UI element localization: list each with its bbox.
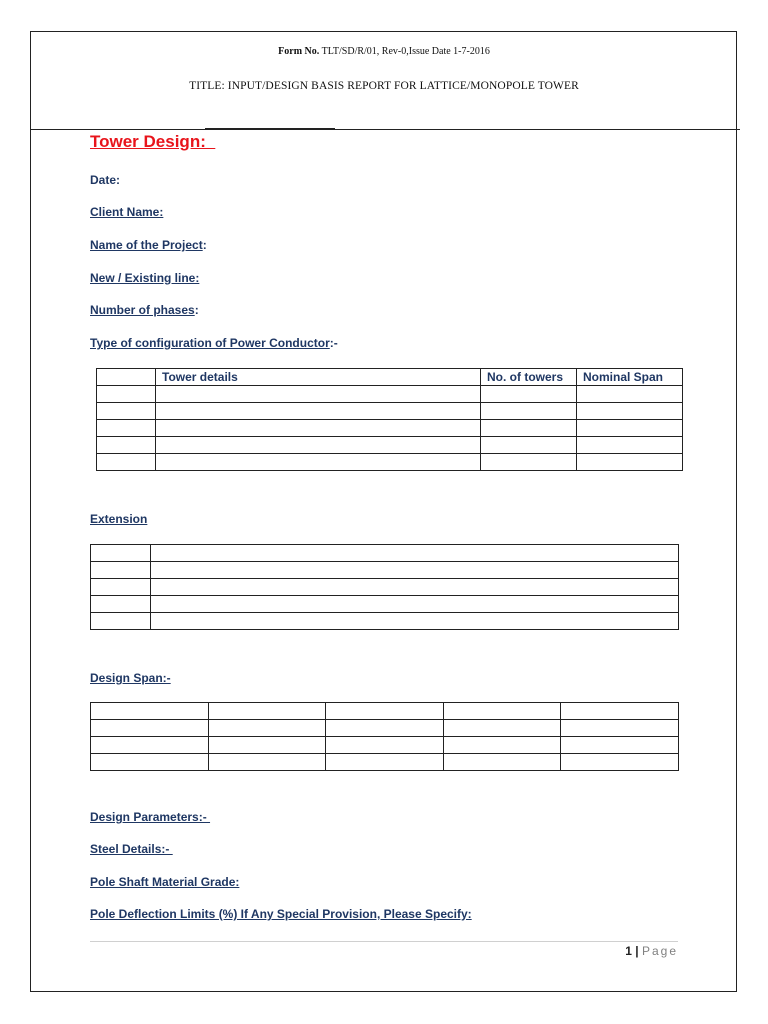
table-cell[interactable] [481,437,577,454]
table-cell[interactable] [91,579,151,596]
table-row [91,613,679,630]
table-cell[interactable] [156,403,481,420]
table-cell[interactable] [561,754,679,771]
conductor-config-suffix: :- [329,336,338,350]
table-header-cell: Tower details [156,369,481,386]
table-row [91,754,679,771]
steel-details-text: Steel Details:- [90,842,173,856]
phases-colon: : [194,303,199,317]
table-header-cell: No. of towers [481,369,577,386]
table-row [91,737,679,754]
table-cell[interactable] [91,613,151,630]
table-cell[interactable] [209,754,326,771]
table-cell[interactable] [156,420,481,437]
page-footer [625,944,678,958]
table-row [91,720,679,737]
form-number-value: TLT/SD/R/01, Rev-0,Issue Date 1-7-2016 [319,46,490,57]
table-cell[interactable] [326,703,444,720]
table-cell[interactable] [97,403,156,420]
table-cell[interactable] [577,437,683,454]
table-cell[interactable] [481,403,577,420]
table-cell[interactable] [151,545,679,562]
table-cell[interactable] [444,703,561,720]
design-parameters-text: Design Parameters:- [90,810,211,824]
table-cell[interactable] [91,562,151,579]
table-cell[interactable] [561,737,679,754]
form-number-label: Form No. [278,46,320,57]
table-header-row [97,369,683,386]
table-row [97,403,683,420]
table-cell[interactable] [97,437,156,454]
table-row [91,562,679,579]
pole-shaft-label [90,875,239,889]
table-cell[interactable] [209,737,326,754]
page-separator: | [631,944,642,958]
project-name-colon: : [202,238,207,252]
table-cell[interactable] [91,737,209,754]
design-span-label [90,671,171,685]
document-title: TITLE: INPUT/DESIGN BASIS REPORT FOR LATTICE/MONOPOLE TOWER [189,80,579,92]
conductor-config-label [90,336,338,350]
table-cell[interactable] [156,454,481,471]
design-span-text: Design Span:- [90,671,171,685]
table-header-cell [97,369,156,386]
table-cell[interactable] [444,737,561,754]
table-cell[interactable] [91,545,151,562]
table-cell[interactable] [444,720,561,737]
extension-text: Extension [90,512,148,526]
phases-label [90,303,199,317]
page-label: Page [641,944,678,958]
table-cell[interactable] [444,754,561,771]
table-header-cell: Nominal Span [577,369,683,386]
table-cell[interactable] [156,386,481,403]
section-title: Tower Design: [90,132,216,151]
phases-text: Number of phases [90,303,195,317]
footer-divider [90,941,678,942]
table-cell[interactable] [91,720,209,737]
table-row [97,386,683,403]
table-cell[interactable] [326,737,444,754]
table-cell[interactable] [91,596,151,613]
table-cell[interactable] [326,754,444,771]
table-cell[interactable] [97,386,156,403]
table-cell[interactable] [91,703,209,720]
table-cell[interactable] [577,403,683,420]
line-type-label [90,271,199,285]
table-row [91,703,679,720]
line-type-text: New / Existing line: [90,271,200,285]
table-cell[interactable] [209,703,326,720]
table-cell[interactable] [156,437,481,454]
table-row [97,420,683,437]
table-cell[interactable] [91,754,209,771]
header-divider [30,129,740,130]
table-cell[interactable] [151,579,679,596]
table-cell[interactable] [577,420,683,437]
table-row [91,579,679,596]
table-cell[interactable] [97,454,156,471]
steel-details-label [90,842,173,856]
date-label: Date: [90,173,121,187]
table-row [91,545,679,562]
table-cell[interactable] [577,454,683,471]
client-name-label [90,205,163,219]
client-name-text: Client Name: [90,205,164,219]
conductor-config-text: Type of configuration of Power Conductor [90,336,330,350]
table-cell[interactable] [151,596,679,613]
design-span-table [90,702,679,771]
table-cell[interactable] [561,720,679,737]
design-parameters-label [90,810,210,824]
extension-table [90,544,679,630]
table-cell[interactable] [97,420,156,437]
table-cell[interactable] [151,613,679,630]
pole-deflection-label [90,907,472,921]
table-cell[interactable] [577,386,683,403]
tower-details-table [96,368,683,471]
table-cell[interactable] [151,562,679,579]
form-number [0,46,768,57]
table-cell[interactable] [481,454,577,471]
table-cell[interactable] [326,720,444,737]
page-number: 1 [625,944,632,958]
extension-label [90,512,147,526]
table-cell[interactable] [561,703,679,720]
table-cell[interactable] [481,386,577,403]
table-row [97,454,683,471]
pole-deflection-text: Pole Deflection Limits (%) If Any Special Provision, Please Specify: [90,907,472,921]
table-row [97,437,683,454]
header-divider-accent [205,128,335,130]
table-row [91,596,679,613]
pole-shaft-text: Pole Shaft Material Grade: [90,875,240,889]
project-name-label [90,238,207,252]
table-cell[interactable] [481,420,577,437]
project-name-text: Name of the Project [90,238,203,252]
table-cell[interactable] [209,720,326,737]
